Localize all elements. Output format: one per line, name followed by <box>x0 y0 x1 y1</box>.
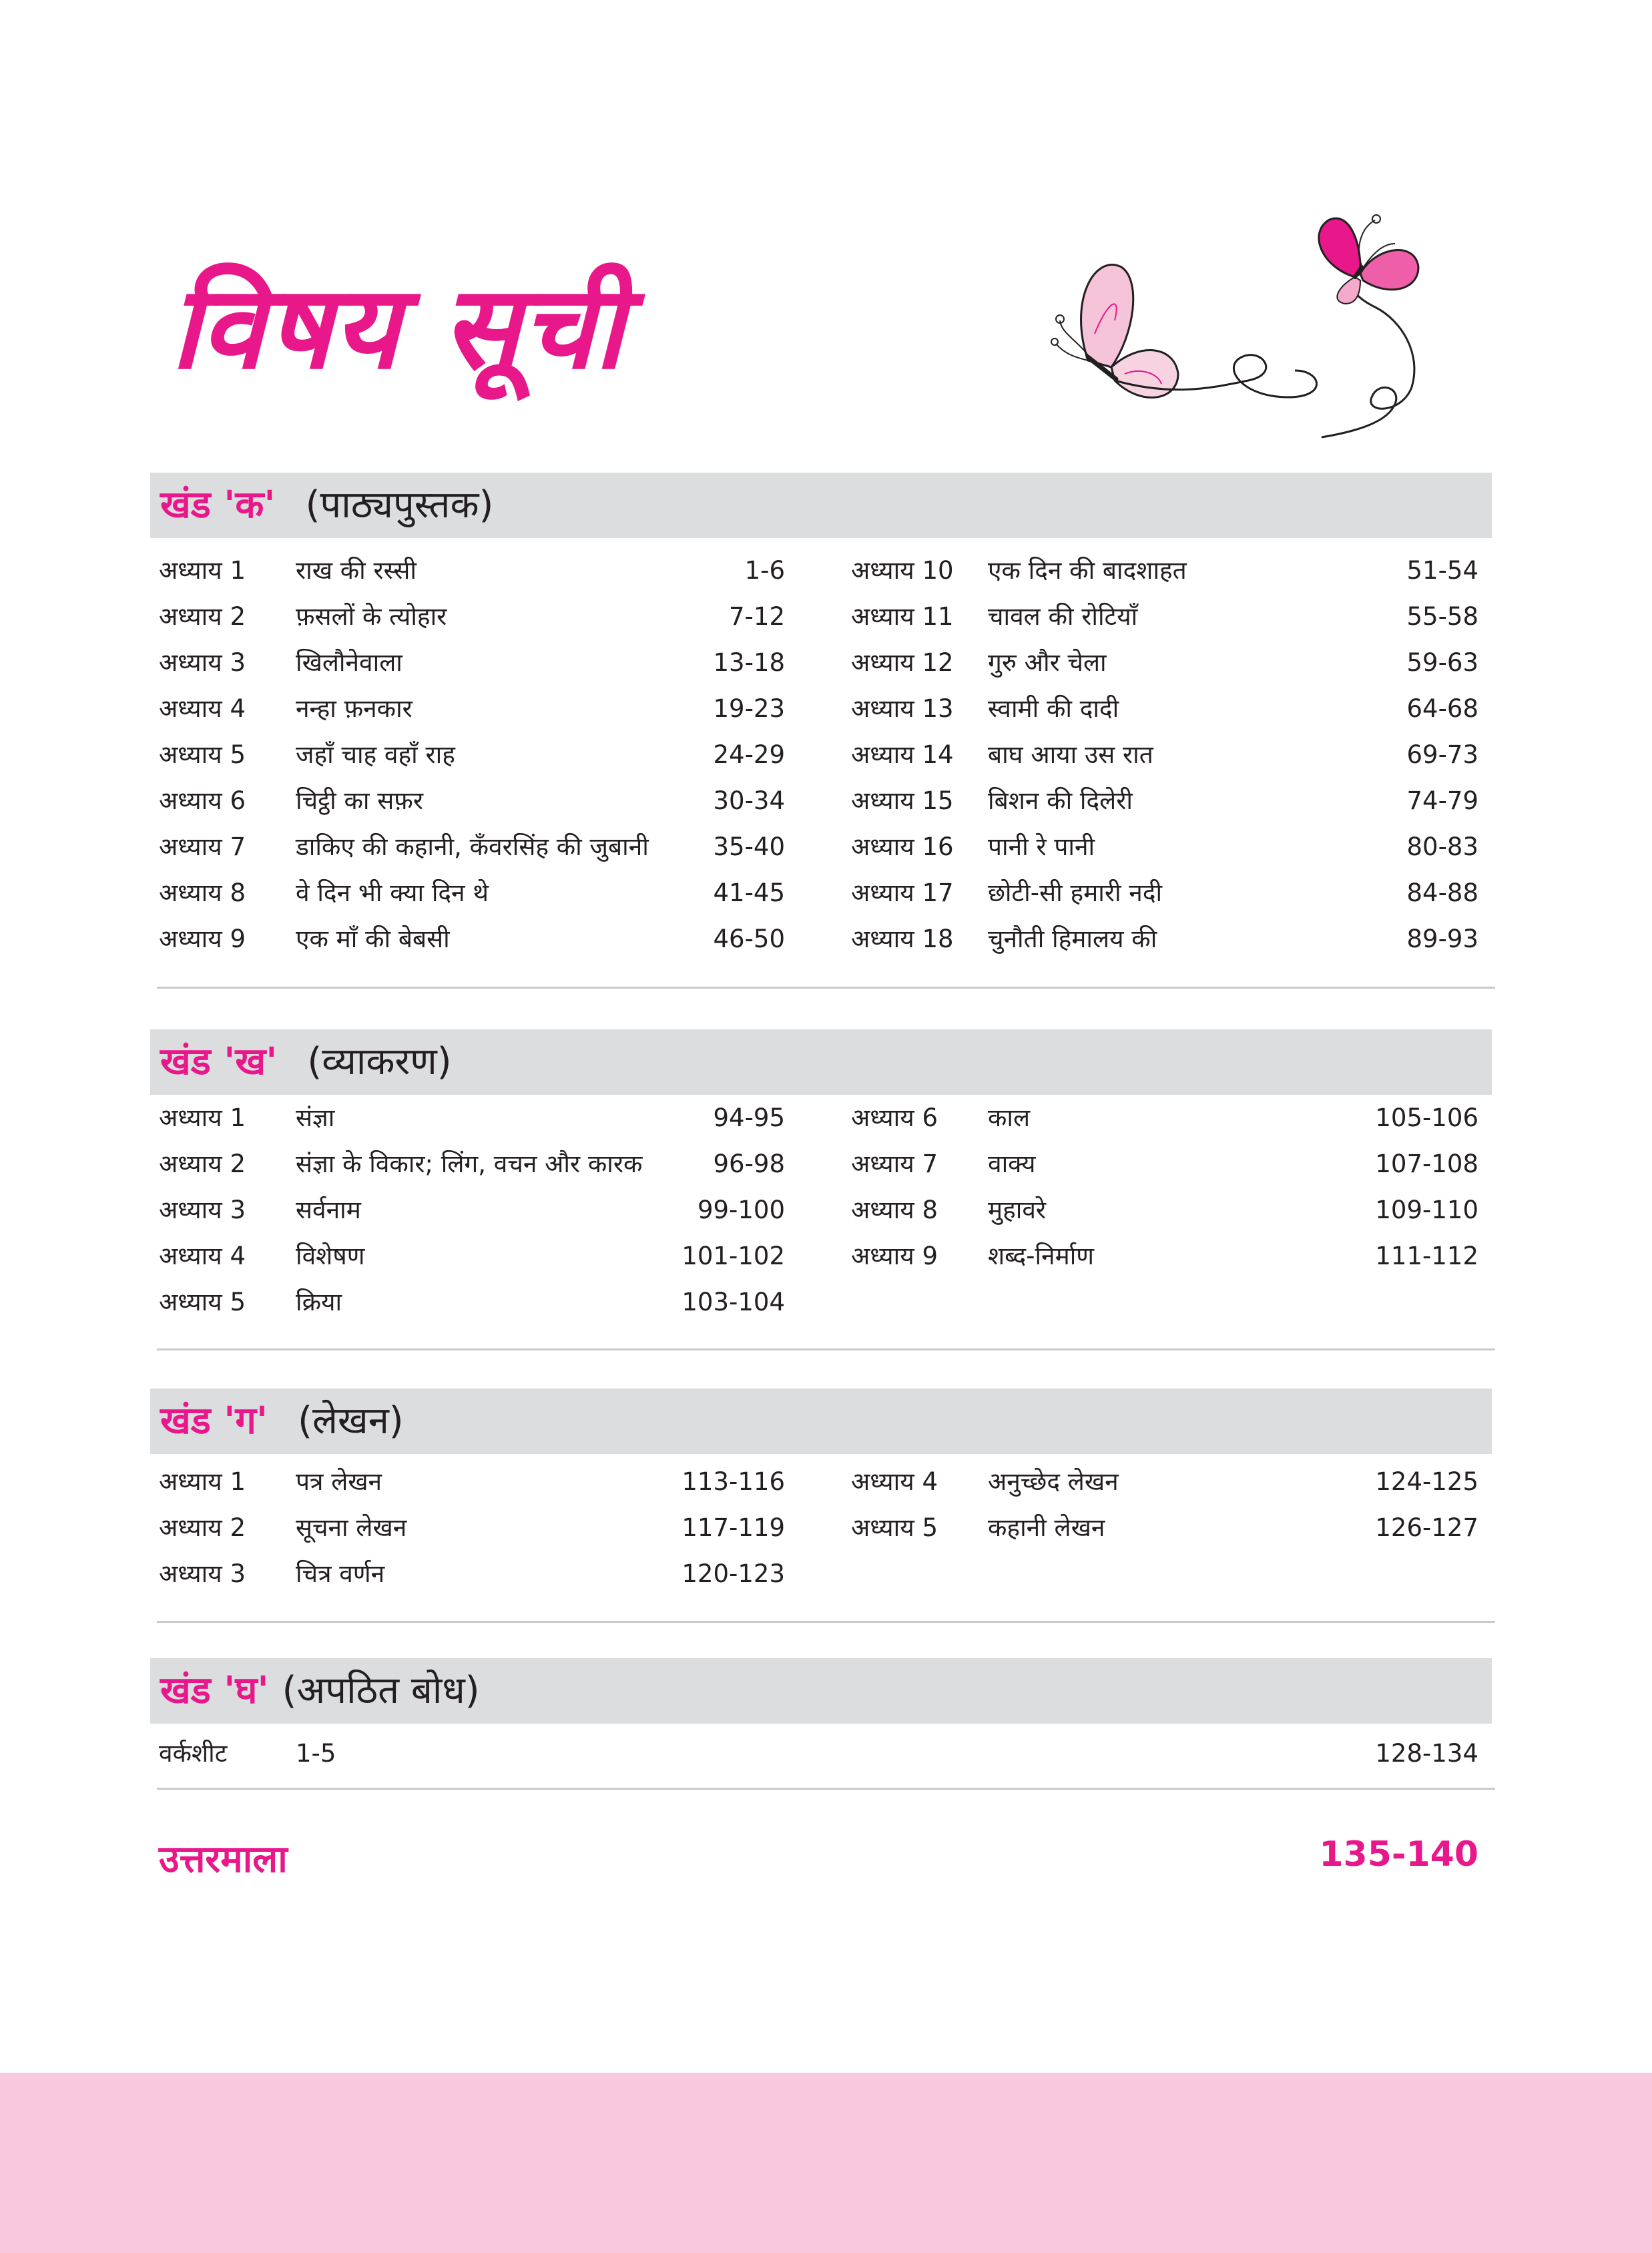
chapter-label: अध्याय 7 <box>159 832 246 861</box>
chapter-title: डाकिए की कहानी, कँवरसिंह की जुबानी <box>296 832 649 861</box>
toc-row <box>159 1551 785 1597</box>
toc-row <box>159 1279 785 1325</box>
chapter-title: गुरु और चेला <box>988 648 1107 677</box>
chapter-title: काल <box>988 1103 1031 1132</box>
section-header <box>150 1389 1492 1454</box>
chapter-title: एक माँ की बेबसी <box>296 925 450 953</box>
chapter-title: चावल की रोटियाँ <box>988 602 1138 631</box>
toc-row <box>851 1233 1478 1279</box>
chapter-title: पानी रे पानी <box>988 832 1095 861</box>
chapter-title: सर्वनाम <box>296 1196 361 1224</box>
section-header <box>150 1029 1492 1095</box>
page-range: 101-102 <box>681 1242 785 1270</box>
page-range: 30-34 <box>713 786 785 815</box>
chapter-title: सूचना लेखन <box>296 1513 407 1542</box>
chapter-label: अध्याय 7 <box>851 1150 938 1178</box>
chapter-title: मुहावरे <box>988 1196 1047 1224</box>
toc-row <box>851 593 1478 640</box>
toc-row <box>851 686 1478 732</box>
section-header <box>150 473 1492 538</box>
page-range: 96-98 <box>713 1150 785 1178</box>
chapter-title: संज्ञा <box>296 1103 335 1132</box>
page-range: 41-45 <box>713 879 785 907</box>
toc-row <box>159 870 785 916</box>
toc-row <box>851 1095 1478 1141</box>
chapter-title: स्वामी की दादी <box>988 694 1119 723</box>
answers-label: उत्तरमाला <box>159 1838 288 1881</box>
chapter-label: अध्याय 8 <box>851 1196 938 1224</box>
toc-row <box>851 1505 1478 1551</box>
chapter-label: अध्याय 15 <box>851 786 954 815</box>
toc-row <box>851 870 1478 916</box>
page-range: 94-95 <box>713 1103 785 1132</box>
chapter-label: अध्याय 2 <box>159 1513 246 1542</box>
page-range: 19-23 <box>713 694 785 723</box>
chapter-label: अध्याय 1 <box>159 1467 246 1496</box>
section-name: (पाठ्यपुस्तक) <box>305 483 494 527</box>
page-range: 99-100 <box>697 1196 785 1224</box>
section-key: खंड 'ख' <box>160 1040 278 1083</box>
chapter-label: अध्याय 4 <box>159 694 246 723</box>
section-divider <box>157 987 1495 989</box>
chapter-label: अध्याय 3 <box>159 1196 246 1224</box>
section-divider <box>157 1621 1495 1623</box>
chapter-label: अध्याय 5 <box>851 1513 938 1542</box>
toc-row <box>851 1459 1478 1505</box>
chapter-title: वाक्य <box>988 1150 1036 1178</box>
chapter-label: अध्याय 2 <box>159 602 246 631</box>
page-range: 105-106 <box>1375 1103 1478 1132</box>
page-range: 89-93 <box>1406 925 1478 953</box>
answers-pages: 135-140 <box>1319 1834 1478 1874</box>
page-range: 55-58 <box>1406 602 1478 631</box>
chapter-label: अध्याय 2 <box>159 1150 246 1178</box>
page-range: 59-63 <box>1406 648 1478 677</box>
chapter-label: अध्याय 10 <box>851 556 954 585</box>
chapter-label: अध्याय 1 <box>159 556 246 585</box>
chapter-title: बाघ आया उस रात <box>988 740 1153 769</box>
chapter-label: अध्याय 4 <box>159 1242 246 1270</box>
page-range: 69-73 <box>1406 740 1478 769</box>
chapter-label: अध्याय 5 <box>159 1288 246 1316</box>
page-range: 35-40 <box>713 832 785 861</box>
toc-row <box>159 824 785 870</box>
chapter-title: जहाँ चाह वहाँ राह <box>296 740 455 769</box>
chapter-label: वर्कशीट <box>159 1739 228 1768</box>
chapter-title: वे दिन भी क्या दिन थे <box>296 879 489 907</box>
page-title: विषय सूची <box>170 260 625 395</box>
chapter-label: अध्याय 6 <box>159 786 246 815</box>
chapter-title: क्रिया <box>296 1288 342 1316</box>
toc-row <box>851 1730 1478 1776</box>
toc-row <box>851 640 1478 686</box>
chapter-label: अध्याय 9 <box>851 1242 938 1270</box>
toc-row <box>159 593 785 640</box>
page-range: 126-127 <box>1375 1513 1478 1542</box>
toc-row <box>851 732 1478 778</box>
section-header <box>150 1658 1492 1724</box>
page-range: 128-134 <box>1375 1739 1478 1768</box>
butterfly-icon <box>1319 215 1418 304</box>
page-range: 24-29 <box>713 740 785 769</box>
chapter-label: अध्याय 3 <box>159 1559 246 1588</box>
chapter-label: अध्याय 3 <box>159 648 246 677</box>
section-name: (व्याकरण) <box>307 1040 452 1083</box>
toc-row <box>159 1141 785 1187</box>
toc-row <box>851 1187 1478 1233</box>
chapter-label: अध्याय 6 <box>851 1103 938 1132</box>
chapter-label: अध्याय 1 <box>159 1103 246 1132</box>
section-divider <box>157 1788 1495 1790</box>
chapter-title: एक दिन की बादशाहत <box>988 556 1187 585</box>
toc-row <box>159 547 785 593</box>
chapter-title: खिलौनेवाला <box>296 648 402 677</box>
page-range: 46-50 <box>713 925 785 953</box>
page-range: 117-119 <box>681 1513 785 1542</box>
chapter-title: 1-5 <box>296 1739 336 1768</box>
toc-row <box>159 1730 785 1776</box>
page-range: 74-79 <box>1406 786 1478 815</box>
toc-row <box>159 732 785 778</box>
chapter-label: अध्याय 4 <box>851 1467 938 1496</box>
chapter-title: विशेषण <box>296 1242 365 1270</box>
section-name: (अपठित बोध) <box>282 1669 480 1712</box>
toc-row <box>159 1095 785 1141</box>
page-range: 120-123 <box>681 1559 785 1588</box>
toc-row <box>851 824 1478 870</box>
chapter-label: अध्याय 5 <box>159 740 246 769</box>
page-range: 1-6 <box>744 556 785 585</box>
chapter-label: अध्याय 14 <box>851 740 954 769</box>
section-key: खंड 'क' <box>160 483 276 527</box>
page-range: 124-125 <box>1375 1467 1478 1496</box>
chapter-label: अध्याय 9 <box>159 925 246 953</box>
toc-row <box>159 1233 785 1279</box>
toc-row <box>159 1505 785 1551</box>
page-range: 80-83 <box>1406 832 1478 861</box>
chapter-title: पत्र लेखन <box>296 1467 382 1496</box>
chapter-label: अध्याय 8 <box>159 879 246 907</box>
toc-row <box>159 640 785 686</box>
chapter-title: राख की रस्सी <box>296 556 417 585</box>
page-range: 13-18 <box>713 648 785 677</box>
page-range: 111-112 <box>1375 1242 1478 1270</box>
page-range: 107-108 <box>1375 1150 1478 1178</box>
butterfly-icon <box>1051 265 1178 398</box>
chapter-label: अध्याय 18 <box>851 925 954 953</box>
chapter-title: चिट्ठी का सफ़र <box>296 786 423 815</box>
footer-band <box>0 2073 1652 2253</box>
chapter-label: अध्याय 13 <box>851 694 954 723</box>
page-range: 64-68 <box>1406 694 1478 723</box>
chapter-title: चुनौती हिमालय की <box>988 925 1157 953</box>
page-range: 7-12 <box>729 602 785 631</box>
chapter-label: अध्याय 17 <box>851 879 954 907</box>
section-key: खंड 'घ' <box>160 1669 269 1712</box>
chapter-title: संज्ञा के विकार; लिंग, वचन और कारक <box>296 1150 643 1178</box>
page-range: 51-54 <box>1406 556 1478 585</box>
page-range: 84-88 <box>1406 879 1478 907</box>
butterfly-decoration <box>1041 167 1508 467</box>
page-range: 109-110 <box>1375 1196 1478 1224</box>
toc-row <box>159 1187 785 1233</box>
chapter-title: नन्हा फ़नकार <box>296 694 412 723</box>
chapter-title: फ़सलों के त्योहार <box>296 602 447 631</box>
toc-row <box>851 778 1478 824</box>
toc-row <box>159 686 785 732</box>
toc-row <box>851 1141 1478 1187</box>
chapter-label: अध्याय 16 <box>851 832 954 861</box>
page-range: 103-104 <box>681 1288 785 1316</box>
section-divider <box>157 1348 1495 1350</box>
chapter-title: चित्र वर्णन <box>296 1559 385 1588</box>
chapter-title: बिशन की दिलेरी <box>988 786 1133 815</box>
toc-row <box>159 778 785 824</box>
chapter-title: अनुच्छेद लेखन <box>988 1467 1119 1496</box>
chapter-label: अध्याय 11 <box>851 602 954 631</box>
toc-row <box>159 916 785 962</box>
toc-row <box>159 1459 785 1505</box>
chapter-title: छोटी-सी हमारी नदी <box>988 879 1163 907</box>
chapter-label: अध्याय 12 <box>851 648 954 677</box>
toc-row <box>851 916 1478 962</box>
chapter-title: शब्द-निर्माण <box>988 1242 1095 1270</box>
page-range: 113-116 <box>681 1467 785 1496</box>
toc-row <box>851 547 1478 593</box>
section-name: (लेखन) <box>298 1399 404 1443</box>
section-key: खंड 'ग' <box>160 1399 268 1443</box>
chapter-title: कहानी लेखन <box>988 1513 1105 1542</box>
